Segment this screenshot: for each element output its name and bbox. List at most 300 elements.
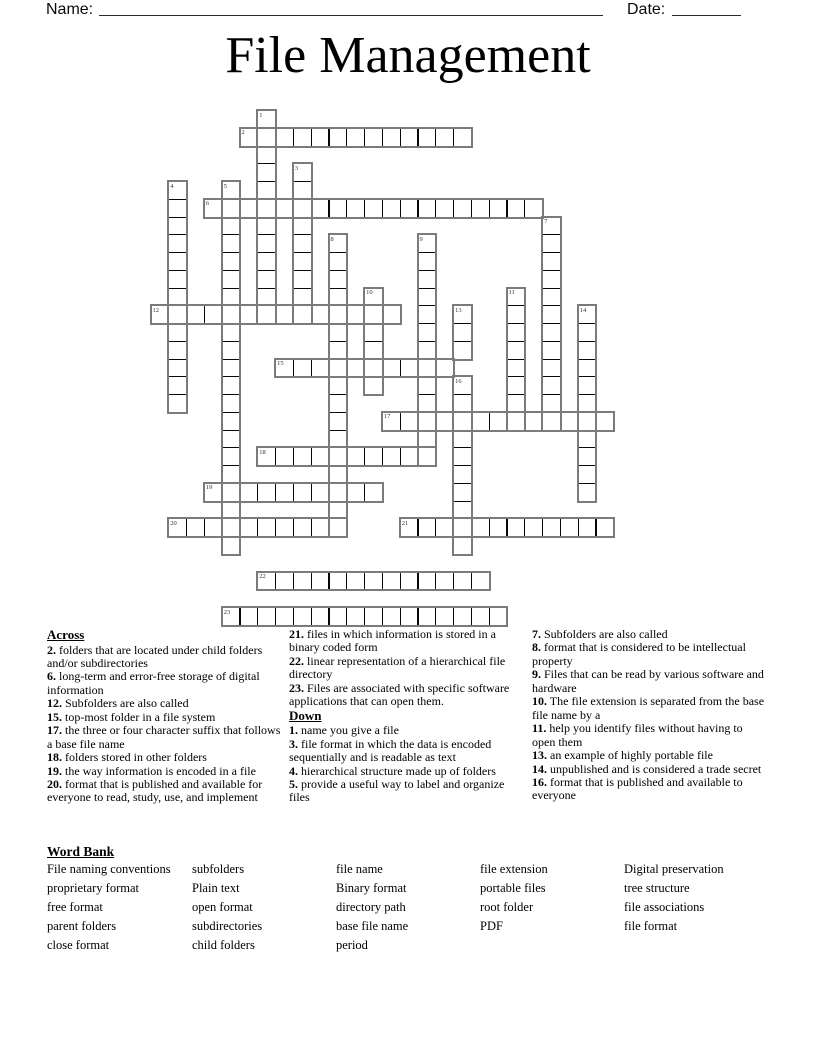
grid-cell: [507, 518, 526, 537]
clue-item: 12. Subfolders are also called: [47, 696, 189, 711]
grid-cell: [293, 483, 312, 502]
grid-cell: [329, 447, 348, 466]
grid-cell: [578, 412, 597, 431]
grid-cell: [542, 359, 561, 378]
grid-cell: [453, 572, 472, 591]
clue-item: 14. unpublished and is considered a trade secret: [532, 761, 762, 776]
grid-cell: [542, 323, 561, 342]
clue-number: 4: [170, 182, 174, 190]
grid-cell: [293, 359, 312, 378]
grid-cell: [257, 270, 276, 289]
clue-number: 9: [419, 235, 423, 243]
grid-cell: [382, 128, 401, 147]
grid-cell: [382, 305, 401, 324]
clue-item: 22. linear representation of a hierarchical file directory: [289, 653, 506, 682]
grid-cell: [222, 199, 241, 218]
grid-cell: [418, 341, 437, 360]
word-bank-item: close format: [47, 938, 110, 952]
grid-cell: [240, 518, 259, 537]
clue-item: 15. top-most folder in a file system: [47, 709, 216, 724]
grid-cell: [453, 607, 472, 626]
grid-cell: [257, 199, 276, 218]
grid-cell: [542, 376, 561, 395]
grid-cell: [275, 199, 294, 218]
grid-cell: [329, 483, 348, 502]
grid-cell: [400, 447, 419, 466]
grid-cell: [489, 412, 508, 431]
grid-cell: [240, 199, 259, 218]
grid-cell: [418, 305, 437, 324]
word-bank-item: file name: [336, 862, 383, 876]
grid-cell: [453, 128, 472, 147]
grid-cell: [311, 607, 330, 626]
grid-cell: [222, 518, 241, 537]
grid-cell: [257, 305, 276, 324]
clue-number: 23: [223, 608, 231, 616]
page-title: File Management: [225, 27, 591, 84]
grid-cell: [168, 359, 187, 378]
grid-cell: [168, 217, 187, 236]
grid-cell: [222, 341, 241, 360]
word-bank-item: open format: [192, 900, 253, 914]
grid-cell: [453, 341, 472, 360]
grid-cell: [453, 394, 472, 413]
clue-number: 10: [366, 289, 373, 296]
grid-cell: [293, 607, 312, 626]
grid-cell: [168, 199, 187, 218]
grid-cell: [293, 252, 312, 271]
grid-cell: [489, 199, 508, 218]
grid-cell: [346, 199, 365, 218]
grid-cell: [507, 376, 526, 395]
grid-cell: [382, 607, 401, 626]
grid-cell: [168, 394, 187, 413]
grid-cell: [329, 252, 348, 271]
word-bank-column: [47, 862, 171, 957]
grid-cell: [222, 501, 241, 520]
clue-section-heading: Across: [47, 627, 85, 642]
clues-column-middle: [289, 628, 525, 805]
grid-cell: [222, 483, 241, 502]
grid-cell: [507, 323, 526, 342]
clue-item: 2. folders that are located under child folders and/or subdirectories: [47, 642, 263, 670]
grid-cell: [453, 501, 472, 520]
clue-number: 16: [455, 377, 462, 385]
clue-number: 11: [508, 289, 515, 296]
grid-cell: [257, 234, 276, 253]
clue-section-heading: Down: [289, 707, 322, 723]
grid-cell: [311, 447, 330, 466]
grid-cell: [168, 323, 187, 342]
grid-cell: [382, 572, 401, 591]
grid-cell: [418, 199, 437, 218]
word-bank-item: directory path: [336, 900, 406, 914]
grid-cell: [346, 305, 365, 324]
word-bank-item: period: [336, 938, 368, 952]
grid-cell: [257, 483, 276, 502]
grid-cell: [453, 536, 472, 555]
grid-cell: [222, 305, 241, 324]
grid-cell: [257, 217, 276, 236]
word-bank-item: portable files: [480, 881, 546, 895]
grid-cell: [346, 483, 365, 502]
clue-item: 6. long-term and error-free storage of digital information: [47, 669, 260, 697]
grid-cell: [275, 572, 294, 591]
grid-cell: [257, 252, 276, 271]
grid-cell: [222, 270, 241, 289]
clue-number: 8: [330, 235, 334, 243]
grid-cell: [329, 323, 348, 342]
grid-cell: [471, 607, 490, 626]
grid-cell: [275, 447, 294, 466]
word-bank-heading: Word Bank: [47, 844, 115, 859]
word-bank-column: [192, 862, 262, 957]
grid-cell: [471, 199, 490, 218]
clue-item: 7. Subfolders are also called: [532, 627, 668, 641]
grid-cell: [293, 270, 312, 289]
word-bank-item: proprietary format: [47, 881, 139, 895]
grid-cell: [364, 323, 383, 342]
grid-cell: [453, 199, 472, 218]
word-bank-item: PDF: [480, 919, 503, 933]
grid-cell: [453, 447, 472, 466]
grid-cell: [293, 288, 312, 307]
grid-cell: [329, 607, 348, 626]
clue-number: 12: [152, 306, 159, 314]
word-bank-item: file associations: [624, 900, 705, 914]
grid-cell: [329, 518, 348, 537]
grid-cell: [453, 465, 472, 484]
grid-cell: [524, 518, 543, 537]
grid-cell: [578, 341, 597, 360]
grid-cell: [275, 128, 294, 147]
grid-cell: [222, 234, 241, 253]
grid-cell: [507, 305, 526, 324]
grid-cell: [400, 199, 419, 218]
grid-cell: [542, 412, 561, 431]
grid-cell: [507, 359, 526, 378]
grid-cell: [222, 536, 241, 555]
clue-item: 20. format that is published and available for everyone to read, study, use, and implement: [47, 777, 263, 805]
grid-cell: [364, 199, 383, 218]
grid-cell: [596, 412, 615, 431]
grid-cell: [329, 359, 348, 378]
grid-cell: [382, 359, 401, 378]
grid-cell: [257, 288, 276, 307]
grid-cell: [453, 483, 472, 502]
grid-cell: [400, 412, 419, 431]
grid-cell: [311, 572, 330, 591]
grid-cell: [560, 518, 579, 537]
grid-cell: [364, 359, 383, 378]
grid-cell: [435, 572, 454, 591]
grid-cell: [524, 412, 543, 431]
grid-cell: [240, 305, 259, 324]
clues-column-down: [532, 628, 768, 803]
grid-cell: [329, 465, 348, 484]
word-bank-item: File naming conventions: [47, 862, 171, 876]
clue-number: 21: [401, 519, 409, 527]
grid-cell: [578, 465, 597, 484]
grid-cell: [222, 217, 241, 236]
word-bank-item: subfolders: [192, 862, 245, 876]
grid-cell: [542, 288, 561, 307]
grid-cell: [382, 199, 401, 218]
grid-cell: [364, 305, 383, 324]
grid-cell: [578, 359, 597, 378]
grid-cell: [293, 234, 312, 253]
grid-cell: [596, 518, 615, 537]
grid-cell: [418, 572, 437, 591]
grid-cell: [222, 288, 241, 307]
grid-cell: [542, 518, 561, 537]
grid-cell: [311, 359, 330, 378]
clue-number: 15: [277, 360, 284, 367]
clue-item: 4. hierarchical structure made up of folders: [289, 763, 496, 778]
grid-cell: [311, 128, 330, 147]
grid-cell: [240, 483, 259, 502]
grid-cell: [418, 430, 437, 449]
clue-number: 20: [170, 519, 177, 527]
grid-cell: [435, 359, 454, 378]
grid-cell: [471, 572, 490, 591]
grid-cell: [329, 412, 348, 431]
grid-cell: [400, 607, 419, 626]
grid-cell: [329, 128, 348, 147]
grid-cell: [453, 412, 472, 431]
grid-cell: [222, 252, 241, 271]
grid-cell: [257, 607, 276, 626]
grid-cell: [578, 483, 597, 502]
grid-cell: [542, 234, 561, 253]
clue-item: 23. Files are associated with specific software applications that can open them.: [289, 680, 510, 709]
grid-cell: [418, 270, 437, 289]
grid-cell: [257, 518, 276, 537]
clue-number: 6: [205, 200, 210, 208]
grid-cell: [275, 305, 294, 324]
grid-cell: [186, 518, 205, 537]
clue-item: 1. name you give a file: [289, 723, 399, 738]
grid-cell: [489, 518, 508, 537]
grid-cell: [346, 128, 365, 147]
grid-cell: [418, 394, 437, 413]
clue-number: 14: [579, 306, 587, 314]
grid-cell: [186, 305, 205, 324]
grid-cell: [418, 412, 437, 431]
grid-cell: [240, 607, 259, 626]
grid-cell: [346, 359, 365, 378]
word-bank-item: free format: [47, 900, 103, 914]
clue-number: 17: [383, 413, 391, 421]
date-label: Date:: [627, 1, 666, 18]
grid-cell: [275, 518, 294, 537]
word-bank-item: parent folders: [47, 919, 117, 933]
grid-cell: [524, 199, 543, 218]
clue-number: 1: [259, 111, 263, 119]
clue-item: 3. file format in which the data is encoded sequentially and is readable as text: [289, 736, 492, 765]
grid-cell: [257, 163, 276, 182]
grid-cell: [453, 518, 472, 537]
clue-item: 13. an example of highly portable file: [532, 748, 713, 763]
grid-cell: [507, 394, 526, 413]
grid-cell: [168, 305, 187, 324]
grid-cell: [222, 359, 241, 378]
grid-cell: [364, 128, 383, 147]
grid-cell: [329, 430, 348, 449]
word-bank-item: Binary format: [336, 881, 407, 895]
grid-cell: [329, 199, 348, 218]
clue-number: 18: [259, 448, 266, 456]
word-bank-item: file extension: [480, 862, 548, 876]
grid-cell: [578, 376, 597, 395]
grid-cell: [578, 518, 597, 537]
grid-cell: [471, 412, 490, 431]
grid-cell: [364, 607, 383, 626]
grid-cell: [542, 394, 561, 413]
grid-cell: [418, 447, 437, 466]
word-bank-item: Plain text: [192, 881, 240, 895]
grid-cell: [168, 288, 187, 307]
grid-cell: [453, 323, 472, 342]
grid-cell: [435, 518, 454, 537]
grid-cell: [400, 572, 419, 591]
clue-item: 21. files in which information is stored in a binary coded form: [289, 627, 496, 655]
grid-cell: [471, 518, 490, 537]
grid-cell: [168, 341, 187, 360]
grid-cell: [168, 234, 187, 253]
grid-cell: [329, 501, 348, 520]
word-bank-item: Digital preservation: [624, 862, 724, 876]
clue-item: 5. provide a useful way to label and organize files: [289, 777, 505, 805]
grid-cell: [222, 394, 241, 413]
grid-cell: [311, 518, 330, 537]
grid-cell: [222, 376, 241, 395]
clue-item: 18. folders stored in other folders: [47, 750, 207, 765]
grid-cell: [435, 607, 454, 626]
grid-cell: [168, 252, 187, 271]
grid-cell: [311, 305, 330, 324]
grid-cell: [364, 447, 383, 466]
clue-item: 17. the three or four character suffix that follows a base file name: [47, 723, 281, 751]
grid-cell: [329, 305, 348, 324]
word-bank-column: [624, 862, 724, 938]
grid-cell: [346, 607, 365, 626]
grid-cell: [293, 305, 312, 324]
grid-cell: [578, 323, 597, 342]
grid-cell: [329, 341, 348, 360]
grid-cell: [418, 252, 437, 271]
grid-cell: [418, 376, 437, 395]
grid-cell: [364, 483, 383, 502]
word-bank-item: base file name: [336, 919, 409, 933]
clues-column-across: [47, 628, 283, 805]
word-bank-item: subdirectories: [192, 919, 263, 933]
clue-item: 10. The file extension is separated from the base file name by a: [532, 694, 765, 722]
grid-cell: [418, 323, 437, 342]
grid-cell: [418, 128, 437, 147]
word-bank-column: [480, 862, 548, 938]
clue-number: 5: [223, 182, 227, 190]
grid-cell: [329, 572, 348, 591]
grid-cell: [418, 288, 437, 307]
grid-cell: [293, 199, 312, 218]
grid-cell: [507, 199, 526, 218]
grid-cell: [222, 465, 241, 484]
grid-cell: [435, 128, 454, 147]
clue-item: 19. the way information is encoded in a file: [47, 763, 256, 778]
grid-cell: [204, 305, 223, 324]
grid-cell: [418, 607, 437, 626]
clue-number: 22: [259, 573, 266, 580]
grid-cell: [275, 607, 294, 626]
grid-cell: [578, 430, 597, 449]
grid-cell: [257, 128, 276, 147]
grid-cell: [400, 128, 419, 147]
grid-cell: [168, 376, 187, 395]
name-label: Name:: [46, 1, 94, 18]
grid-cell: [311, 483, 330, 502]
grid-cell: [542, 305, 561, 324]
grid-cell: [222, 323, 241, 342]
grid-cell: [560, 412, 579, 431]
grid-cell: [418, 518, 437, 537]
grid-cell: [293, 572, 312, 591]
grid-cell: [275, 483, 294, 502]
clue-number: 7: [544, 218, 548, 225]
grid-cell: [293, 217, 312, 236]
grid-cell: [329, 288, 348, 307]
grid-cell: [542, 270, 561, 289]
clue-item: 9. Files that can be read by various software and hardware: [532, 667, 764, 695]
grid-cell: [507, 341, 526, 360]
clue-number: 3: [294, 164, 299, 172]
grid-cell: [257, 146, 276, 165]
word-bank-item: root folder: [480, 900, 534, 914]
grid-cell: [578, 394, 597, 413]
grid-cell: [329, 270, 348, 289]
grid-cell: [293, 181, 312, 200]
grid-cell: [507, 412, 526, 431]
grid-cell: [542, 252, 561, 271]
grid-cell: [222, 447, 241, 466]
grid-cell: [578, 447, 597, 466]
clue-item: 11. help you identify files without having to open them: [532, 721, 743, 749]
grid-cell: [418, 359, 437, 378]
clue-number: 2: [241, 129, 245, 137]
grid-cell: [222, 430, 241, 449]
grid-cell: [204, 518, 223, 537]
grid-cell: [489, 607, 508, 626]
grid-cell: [293, 518, 312, 537]
grid-cell: [222, 412, 241, 431]
grid-cell: [293, 447, 312, 466]
clue-number: 19: [205, 484, 213, 492]
grid-cell: [435, 412, 454, 431]
grid-cell: [435, 199, 454, 218]
grid-cell: [257, 181, 276, 200]
word-bank-column: [336, 862, 408, 957]
grid-cell: [382, 447, 401, 466]
grid-cell: [364, 341, 383, 360]
word-bank-item: child folders: [192, 938, 255, 952]
grid-cell: [346, 572, 365, 591]
clue-item: 16. format that is published and available to everyone: [532, 774, 743, 803]
grid-cell: [329, 394, 348, 413]
grid-cell: [400, 359, 419, 378]
grid-cell: [364, 376, 383, 395]
word-bank-item: tree structure: [624, 881, 690, 895]
grid-cell: [293, 128, 312, 147]
